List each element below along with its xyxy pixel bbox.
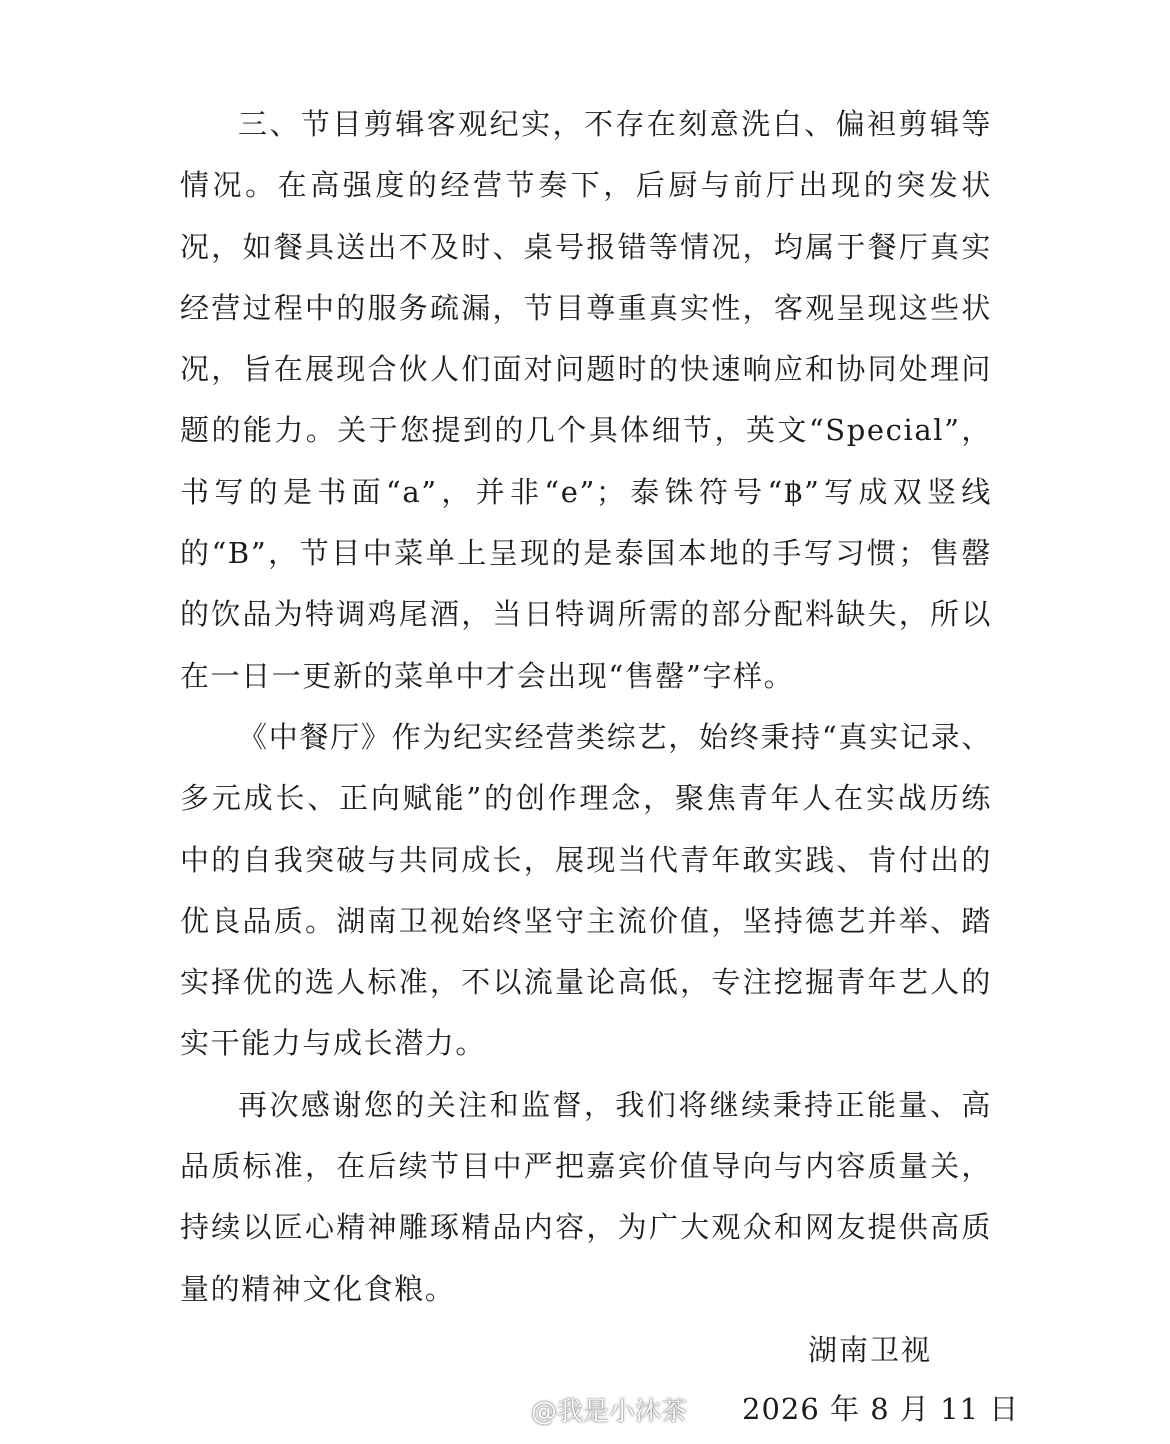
weibo-logo-icon bbox=[497, 1400, 527, 1424]
watermark bbox=[497, 1392, 687, 1432]
letter-body bbox=[180, 94, 992, 1320]
watermark-text: @我是小沐茶 bbox=[531, 1397, 688, 1427]
paragraph-closing-thanks: 再次感谢您的关注和监督，我们将继续秉持正能量、高品质标准，在后续节目中严把嘉宾价值导向与内容质量关，持续以匠心精神雕琢精品内容，为广大观众和网友提供高质量的精神文化食粮。 bbox=[180, 1087, 992, 1306]
signature-date: 2026 年 8 月 11 日 bbox=[742, 1392, 1020, 1426]
paragraph-program-philosophy: 《中餐厅》作为纪实经营类综艺，始终秉持“真实记录、多元成长、正向赋能”的创作理念，聚焦青年人在实战历练中的自我突破与共同成长，展现当代青年敢实践、肯付出的优良品质。湖南卫视始终坚守主流价值，坚持德艺并举、踏实择优的选人标准，不以流量论高低，专注挖掘青年艺人的实干能力与成长潜力。 bbox=[180, 719, 992, 1061]
signature-organization: 湖南卫视 bbox=[808, 1333, 933, 1367]
paragraph-editing-statement: 三、节目剪辑客观纪实，不存在刻意洗白、偏袒剪辑等情况。在高强度的经营节奏下，后厨与前厅出现的突发状况，如餐具送出不及时、桌号报错等情况，均属于餐厅真实经营过程中的服务疏漏，节目尊重真实性，客观呈现这些状况，旨在展现合伙人们面对问题时的快速响应和协同处理问题的能力。关于您提到的几个具体细节，英文“Special”，书写的是书面“a”，并非“e”；泰铢符号“฿”写成双竖线的“B”，节目中菜单上呈现的是泰国本地的手写习惯；售罄的饮品为特调鸡尾酒，当日特调所需的部分配料缺失，所以在一日一更新的菜单中才会出现“售罄”字样。 bbox=[180, 107, 992, 693]
